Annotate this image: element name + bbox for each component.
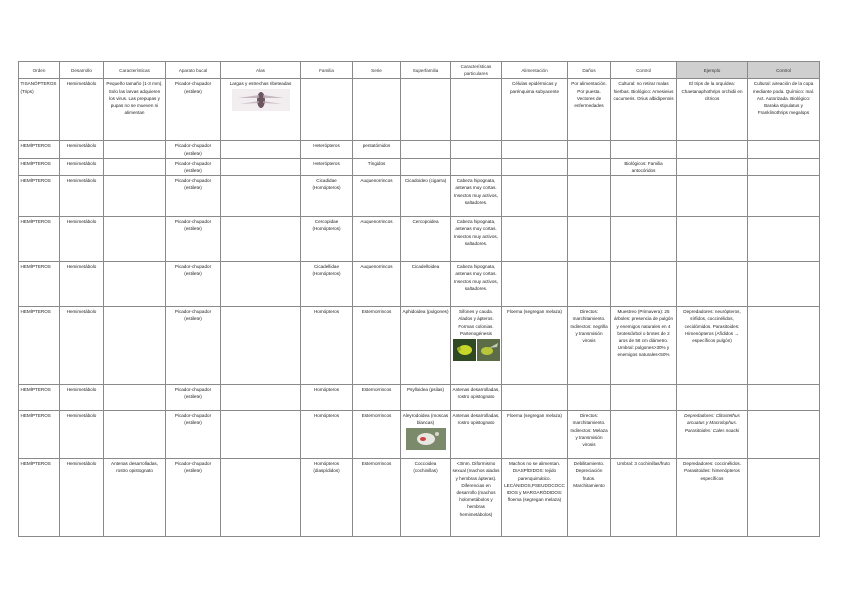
cell-aparato: Picador-chupador (estilete): [166, 79, 221, 141]
header-ejemplo: Ejemplo: [677, 62, 748, 79]
table-row: [19, 459, 820, 537]
cell-control: [611, 385, 677, 411]
cell-serie: Auquenorrincos: [353, 217, 401, 262]
table-row: [19, 262, 820, 307]
header-aparato-bucal: Aparato bucal: [166, 62, 221, 79]
cell-alas: [221, 307, 301, 385]
cell-desarrollo: Hemimetábolo: [60, 411, 104, 459]
cell-orden: HEMÍPTEROS: [19, 385, 60, 411]
cell-control-2: [748, 141, 820, 158]
cell-ejemplo: Depredadores: coccinélidos. Parasitoides: himenópteros específicos: [677, 459, 748, 537]
table-row: [19, 411, 820, 459]
cell-superfamilia: [401, 79, 451, 141]
cell-aparato: Picador-chupador (estilete): [166, 459, 221, 537]
cell-caract-part: Antenas desarrolladas, rostro opistognato: [451, 385, 502, 411]
cell-alimentacion: [502, 176, 568, 217]
cell-alimentacion: [502, 262, 568, 307]
aphid-images: [453, 339, 500, 361]
cell-aparato: Picador-chupador (estilete): [166, 262, 221, 307]
cell-caracteristicas: [104, 158, 166, 175]
cell-superfamilia: [401, 141, 451, 158]
cell-control-2: [748, 217, 820, 262]
whitefly-eye: [420, 437, 426, 441]
cell-alimentacion: [502, 385, 568, 411]
cell-control: [611, 217, 677, 262]
cell-alas: [221, 411, 301, 459]
thrips-wing-image: [232, 89, 290, 111]
aphid-body-2: [481, 347, 493, 355]
cell-control: [611, 176, 677, 217]
cell-superfamilia: Coccoidea (cochinillas): [401, 459, 451, 537]
header-desarrollo: Desarrollo: [60, 62, 104, 79]
cell-serie: Esternorrincos: [353, 459, 401, 537]
cell-aparato: Picador-chupador (estilete): [166, 158, 221, 175]
cell-alimentacion: Células epidérmicas y parénquima subyacente: [502, 79, 568, 141]
cell-superfamilia: [401, 158, 451, 175]
header-superfamilia: Superfamilia: [401, 62, 451, 79]
aphid-image-2: [477, 339, 500, 361]
cell-control: [611, 411, 677, 459]
cell-danos: [568, 262, 611, 307]
cell-danos: [568, 141, 611, 158]
cell-danos: Debilitamiento. Depreciación frutos. Marchitamiento: [568, 459, 611, 537]
cell-control: Biológicos: Familia antocóridos: [611, 158, 677, 175]
cell-alas: [221, 141, 301, 158]
cell-control-2: [748, 262, 820, 307]
cell-ejemplo: El trips de la orquídea: Chaetanaphothrips orchidii en cítricos: [677, 79, 748, 141]
cell-desarrollo: Hemimetábolo: [60, 176, 104, 217]
cell-danos: Directos: marchitamiento. Indirectos: Melaza y transmisión virosis: [568, 411, 611, 459]
cell-familia: Cercopidae (Homópteros): [301, 217, 353, 262]
cell-ejemplo: [677, 262, 748, 307]
cell-serie: Esternorrincos: [353, 411, 401, 459]
cell-aparato: Picador-chupador (estilete): [166, 411, 221, 459]
cell-ejemplo: Depredadores: Clitostethus arcuatus y Macrolophus. Parasitoides: Cales noacki: [677, 411, 748, 459]
cell-desarrollo: Hemimetábolo: [60, 79, 104, 141]
cell-caract-part: [451, 307, 502, 385]
table-row: [19, 176, 820, 217]
cell-desarrollo: Hemimetábolo: [60, 385, 104, 411]
cell-caract-part: Antenas desarrolladas, rostro opistognato: [451, 411, 502, 459]
cell-control-2: [748, 307, 820, 385]
cell-caracteristicas: Pequeño tamaño (1-3 mm). Solo las larvas adquieren los virus. Las prepupas y pupas no se mueven ni alimentan: [104, 79, 166, 141]
header-serie: Serie: [353, 62, 401, 79]
cell-alas: [221, 262, 301, 307]
cell-aparato: Picador-chupador (estilete): [166, 385, 221, 411]
table-row: [19, 385, 820, 411]
table-row: [19, 141, 820, 158]
cell-caract-part: Cabeza hipognata, antenas muy cortas. Insectos muy activos, saltadores.: [451, 176, 502, 217]
cell-alas: [221, 176, 301, 217]
cell-danos: Directos: marchitamiento. Indirectos: negrilla y transmisión virosis: [568, 307, 611, 385]
cell-serie: Tíngidos: [353, 158, 401, 175]
cell-caract-part: <3mm. Diformismo sexual (machos alados y hembras ápteras). Diferencias en desarrollo (machos holometábolos y hembras hemimetábolos): [451, 459, 502, 537]
header-control-2: Control: [748, 62, 820, 79]
cell-serie: Esternorrincos: [353, 307, 401, 385]
cell-aparato: Picador-chupador (estilete): [166, 141, 221, 158]
header-caracteristicas-particulares: Características particulares: [451, 62, 502, 79]
thrips-body: [257, 92, 265, 108]
whitefly-image: [406, 428, 446, 450]
cell-alimentacion: Machos no se alimentan. DIASPÍDIDOS: tejido parenquimático. LECÁNIDOS,PSEUDOCOCCIDOS y MARGARÓDIDOS: floema (segregan melaza): [502, 459, 568, 537]
cell-serie: Auquenorrincos: [353, 176, 401, 217]
cell-control: [611, 262, 677, 307]
cell-control: Cultural: no retirar malas hierbas. Biológico: Amesieius cucumeris. Orius albidipennis: [611, 79, 677, 141]
cell-alas: [221, 385, 301, 411]
cell-aparato: Picador-chupador (estilete): [166, 217, 221, 262]
cell-desarrollo: Hemimetábolo: [60, 217, 104, 262]
cell-superfamilia: Cicadelloidea: [401, 262, 451, 307]
cell-serie: Auquenorrincos: [353, 262, 401, 307]
cell-control-2: Cultural: aireación de la copa mediante poda. Químico: mal. Act. Autorizada. Biológico: Baraka stipulatus y Franklinothrips megalops: [748, 79, 820, 141]
cell-caract-part: Cabeza hipognata, antenas muy cortas. Insectos muy activos, saltadores.: [451, 217, 502, 262]
cell-ejemplo: [677, 217, 748, 262]
cell-serie: pentatómidos: [353, 141, 401, 158]
cell-ejemplo: [677, 141, 748, 158]
cell-caracteristicas: [104, 141, 166, 158]
cell-control: Umbral: 3 cochinillas/fruto: [611, 459, 677, 537]
cell-desarrollo: Hemimetábolo: [60, 459, 104, 537]
caract-part-text: Sifones y cauda. Alados y ápteros. Forman colonias. Partenogénesis: [458, 309, 494, 336]
cell-orden: HEMÍPTEROS: [19, 411, 60, 459]
classification-sheet: [18, 61, 819, 537]
cell-ejemplo: Depredadores: neurópteros, sírfidos, coccinélidos, cecidómidos. Parasitoides: Himenópteros (Afídidos → específicos pulgón): [677, 307, 748, 385]
cell-familia: Cicadidae (Homópteros): [301, 176, 353, 217]
table-row: [19, 158, 820, 175]
header-orden: Orden: [19, 62, 60, 79]
cell-desarrollo: Hemimetábolo: [60, 141, 104, 158]
cell-danos: [568, 158, 611, 175]
header-caracteristicas: Características: [104, 62, 166, 79]
cell-danos: Por alimentación. Por puesta. Vectores de enfermedades: [568, 79, 611, 141]
table-row: [19, 307, 820, 385]
cell-danos: [568, 176, 611, 217]
cell-control: Muestreo (Primavera): 25 árboles: presencia de pulgón y enemigos naturales en 4 brotes/árbol o brotes de 2 aros de 56 cm diámetro. Umbral: pulgones>30% y enemigos naturales<50%: [611, 307, 677, 385]
cell-familia: Homópteros: [301, 307, 353, 385]
cell-desarrollo: Hemimetábolo: [60, 158, 104, 175]
cell-control-2: [748, 176, 820, 217]
cell-serie: [353, 79, 401, 141]
cell-superfamilia: Aphidoidea (pulgones): [401, 307, 451, 385]
cell-ejemplo: [677, 176, 748, 217]
cell-caracteristicas: [104, 176, 166, 217]
cell-control-2: [748, 411, 820, 459]
cell-alas: [221, 217, 301, 262]
aphid-head-1: [457, 347, 461, 351]
table-row: [19, 217, 820, 262]
cell-orden: HEMÍPTEROS: [19, 262, 60, 307]
cell-superfamilia: [401, 411, 451, 459]
alas-text: Largas y estrechas ribeteadas: [229, 81, 292, 87]
cell-superfamilia: Cicadoideo (cigarra): [401, 176, 451, 217]
header-danos: Daños: [568, 62, 611, 79]
cell-superfamilia: Psylloidea (psilas): [401, 385, 451, 411]
aphid-image-1: [453, 339, 476, 361]
cell-orden: TISANÓPTEROS (Trips): [19, 79, 60, 141]
cell-caract-part: Cabeza hipognata, antenas muy cortas. Insectos muy activos, saltadores.: [451, 262, 502, 307]
cell-ejemplo: [677, 158, 748, 175]
cell-caract-part: [451, 141, 502, 158]
cell-orden: HEMÍPTEROS: [19, 176, 60, 217]
cell-danos: [568, 385, 611, 411]
table-row: [19, 79, 820, 141]
cell-familia: Cicadellidae (Homópteros): [301, 262, 353, 307]
cell-orden: HEMÍPTEROS: [19, 141, 60, 158]
header-control: Control: [611, 62, 677, 79]
cell-familia: Homópteros (diaspídidos): [301, 459, 353, 537]
header-row: [19, 62, 820, 79]
cell-alimentacion: Floema (segregan melaza): [502, 307, 568, 385]
insect-table: [18, 61, 820, 537]
cell-caracteristicas: [104, 385, 166, 411]
cell-control-2: [748, 459, 820, 537]
cell-aparato: Picador-chupador (estilete): [166, 176, 221, 217]
cell-desarrollo: Hemimetábolo: [60, 307, 104, 385]
cell-familia: Heterópteros: [301, 141, 353, 158]
cell-caracteristicas: [104, 307, 166, 385]
cell-caracteristicas: [104, 411, 166, 459]
cell-alimentacion: [502, 141, 568, 158]
cell-ejemplo: [677, 385, 748, 411]
cell-caract-part: [451, 158, 502, 175]
cell-aparato: Picador-chupador (estilete): [166, 307, 221, 385]
cell-alimentacion: [502, 217, 568, 262]
cell-caracteristicas: Antenas desarrolladas, rostro opistognato: [104, 459, 166, 537]
cell-orden: HEMÍPTEROS: [19, 217, 60, 262]
cell-orden: HEMÍPTEROS: [19, 459, 60, 537]
header-alimentacion: Alimentación: [502, 62, 568, 79]
whitefly-nymph: [435, 432, 439, 436]
cell-control-2: [748, 158, 820, 175]
cell-danos: [568, 217, 611, 262]
cell-alas: [221, 459, 301, 537]
cell-superfamilia: Cercopoidea: [401, 217, 451, 262]
header-familia: Familia: [301, 62, 353, 79]
cell-control-2: [748, 385, 820, 411]
cell-familia: [301, 79, 353, 141]
cell-desarrollo: Hemimetábolo: [60, 262, 104, 307]
cell-familia: Homópteros: [301, 385, 353, 411]
cell-caracteristicas: [104, 217, 166, 262]
cell-alas: [221, 79, 301, 141]
cell-orden: HEMÍPTEROS: [19, 158, 60, 175]
cell-familia: Heterópteros: [301, 158, 353, 175]
cell-caract-part: [451, 79, 502, 141]
cell-orden: HEMÍPTEROS: [19, 307, 60, 385]
cell-alas: [221, 158, 301, 175]
cell-control: [611, 141, 677, 158]
cell-serie: Esternorrincos: [353, 385, 401, 411]
cell-alimentacion: Floema (segregan melaza): [502, 411, 568, 459]
cell-familia: Homópteros: [301, 411, 353, 459]
header-alas: Alas: [221, 62, 301, 79]
cell-alimentacion: [502, 158, 568, 175]
superfamilia-text: Aleyrodoidea (moscas blancas): [402, 413, 449, 426]
cell-caracteristicas: [104, 262, 166, 307]
